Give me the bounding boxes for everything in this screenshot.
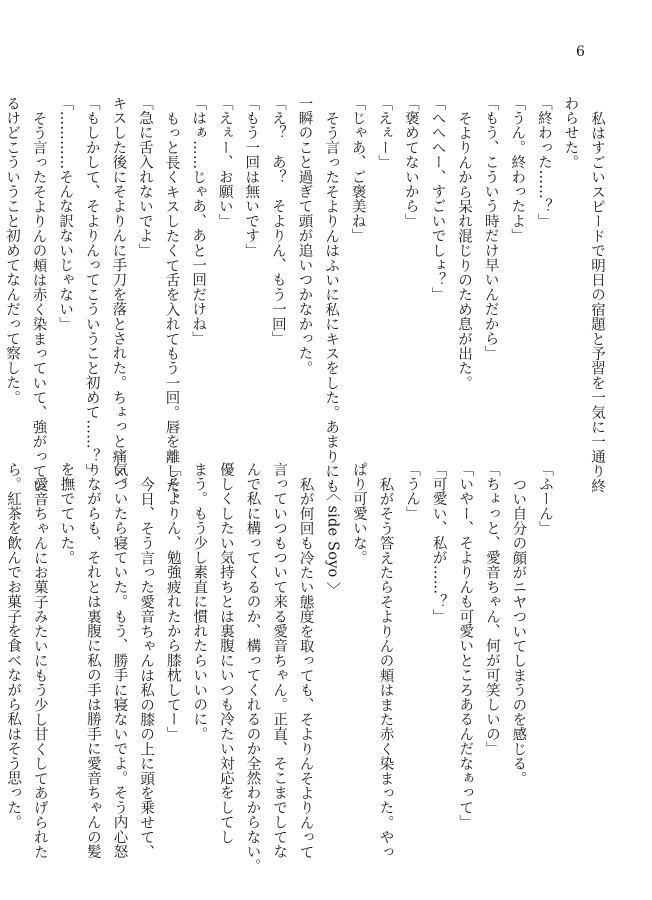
text-line: 「もう一回は無いです」	[243, 96, 260, 258]
scene-break-heading: 〈 side Soyo 〉	[324, 486, 341, 597]
text-line: 私はすごいスピードで明日の宿題と予習を一気に一通り終	[589, 110, 605, 493]
text-line: 「もしかして、そよりんってこういうこと初めて……？」	[83, 96, 100, 479]
text-line: 「褒めてないから」	[402, 96, 419, 229]
text-line: 愛音ちゃんにお菓子みたいにもう少し甘くしてあげられた	[31, 476, 48, 859]
text-line: まう。もう少し素直に慣れたらいいのに。	[191, 462, 208, 742]
text-line: 「うん。終わったよ」	[509, 96, 526, 243]
text-line: 一瞬のこと過ぎて頭が追いつかなかった。	[296, 96, 313, 376]
lower-text-block	[0, 462, 558, 874]
text-line: 言っていつもついて来る愛音ちゃん。正直、そこまでしてな	[271, 462, 288, 859]
text-line: 「いやー、そよりんも可愛いところあるんだなぁって」	[457, 462, 474, 830]
text-line: 「ちょっと、愛音ちゃん、何が可笑しいの」	[483, 462, 500, 756]
text-line: キスした後にそよりんに手刀を落とされた。ちょっと痛い。	[110, 96, 127, 493]
text-line: りながらも、それとは裏腹に私の手は勝手に愛音ちゃんの髪	[84, 462, 101, 859]
text-line: 私がそう答えたらそよりんの頬はまた赤く染まった。やっ	[377, 476, 394, 859]
text-line: 「そよりん、勉強疲れたから膝枕してー」	[164, 462, 181, 742]
text-line: んで私に構ってくるのか、構ってくれるのか全然わからない。	[244, 462, 261, 874]
text-line: 今日、そう言った愛音ちゃんは私の膝の上に頭を乗せて、	[138, 476, 155, 859]
text-line: 優しくしたい気持ちとは裏腹にいつも冷たい対応をしてし	[217, 462, 234, 845]
text-line: 「じゃあ、ご褒美ね」	[349, 96, 366, 243]
text-line: 「急に舌入れないでよ」	[136, 96, 153, 258]
text-line: を撫でていた。	[58, 462, 75, 565]
page-number: 6	[576, 44, 585, 60]
text-line: ら。紅茶を飲んでお菓子を食べながら私はそう思った。	[5, 462, 22, 830]
text-line: わらせた。	[562, 96, 579, 170]
text-line: るけどこういうこと初めてなんだって察した。	[3, 96, 20, 405]
text-line: 「え？ あ？ そよりん、もう一回」	[269, 96, 286, 346]
text-line: そう言ったそよりんはふいに私にキスをした。あまりにも	[323, 110, 340, 493]
text-line: つい自分の顔がニヤついてしまうのを感じる。	[510, 476, 527, 786]
text-line: 「可愛い、私が……？」	[430, 462, 447, 624]
text-line: もっと長くキスしたくて舌を入れてもう一回。唇を離した。	[163, 110, 180, 508]
text-line: 「えぇー、お願い」	[216, 96, 233, 229]
text-line: 気づいたら寝ていた。もう、勝手に寝ないでよ。そう内心怒	[111, 462, 128, 859]
text-line: 「へへへー、すごいでしょ？」	[429, 96, 446, 302]
text-line: 「…………そんな訳ないじゃない」	[57, 96, 74, 332]
text-line: そう言ったそよりんの頬は赤く染まっていて、強がってい	[30, 110, 47, 493]
text-line: そよりんから呆れ混じりのため息が出た。	[456, 110, 473, 390]
text-line: 「ふーん」	[537, 462, 553, 536]
text-line: 私が何回も冷たい態度を取っても、そよりんそよりんって	[297, 476, 314, 859]
text-line: ぱり可愛いな。	[350, 462, 367, 565]
text-line: 「えぇー」	[376, 96, 393, 170]
text-line: 「うん」	[404, 462, 421, 521]
text-line: 「終わった……？」	[535, 96, 552, 229]
text-line: 「はぁ……じゃあ、あと一回だけね」	[190, 96, 207, 346]
text-line: 「もう、こういう時だけ早いんだから」	[482, 96, 499, 361]
